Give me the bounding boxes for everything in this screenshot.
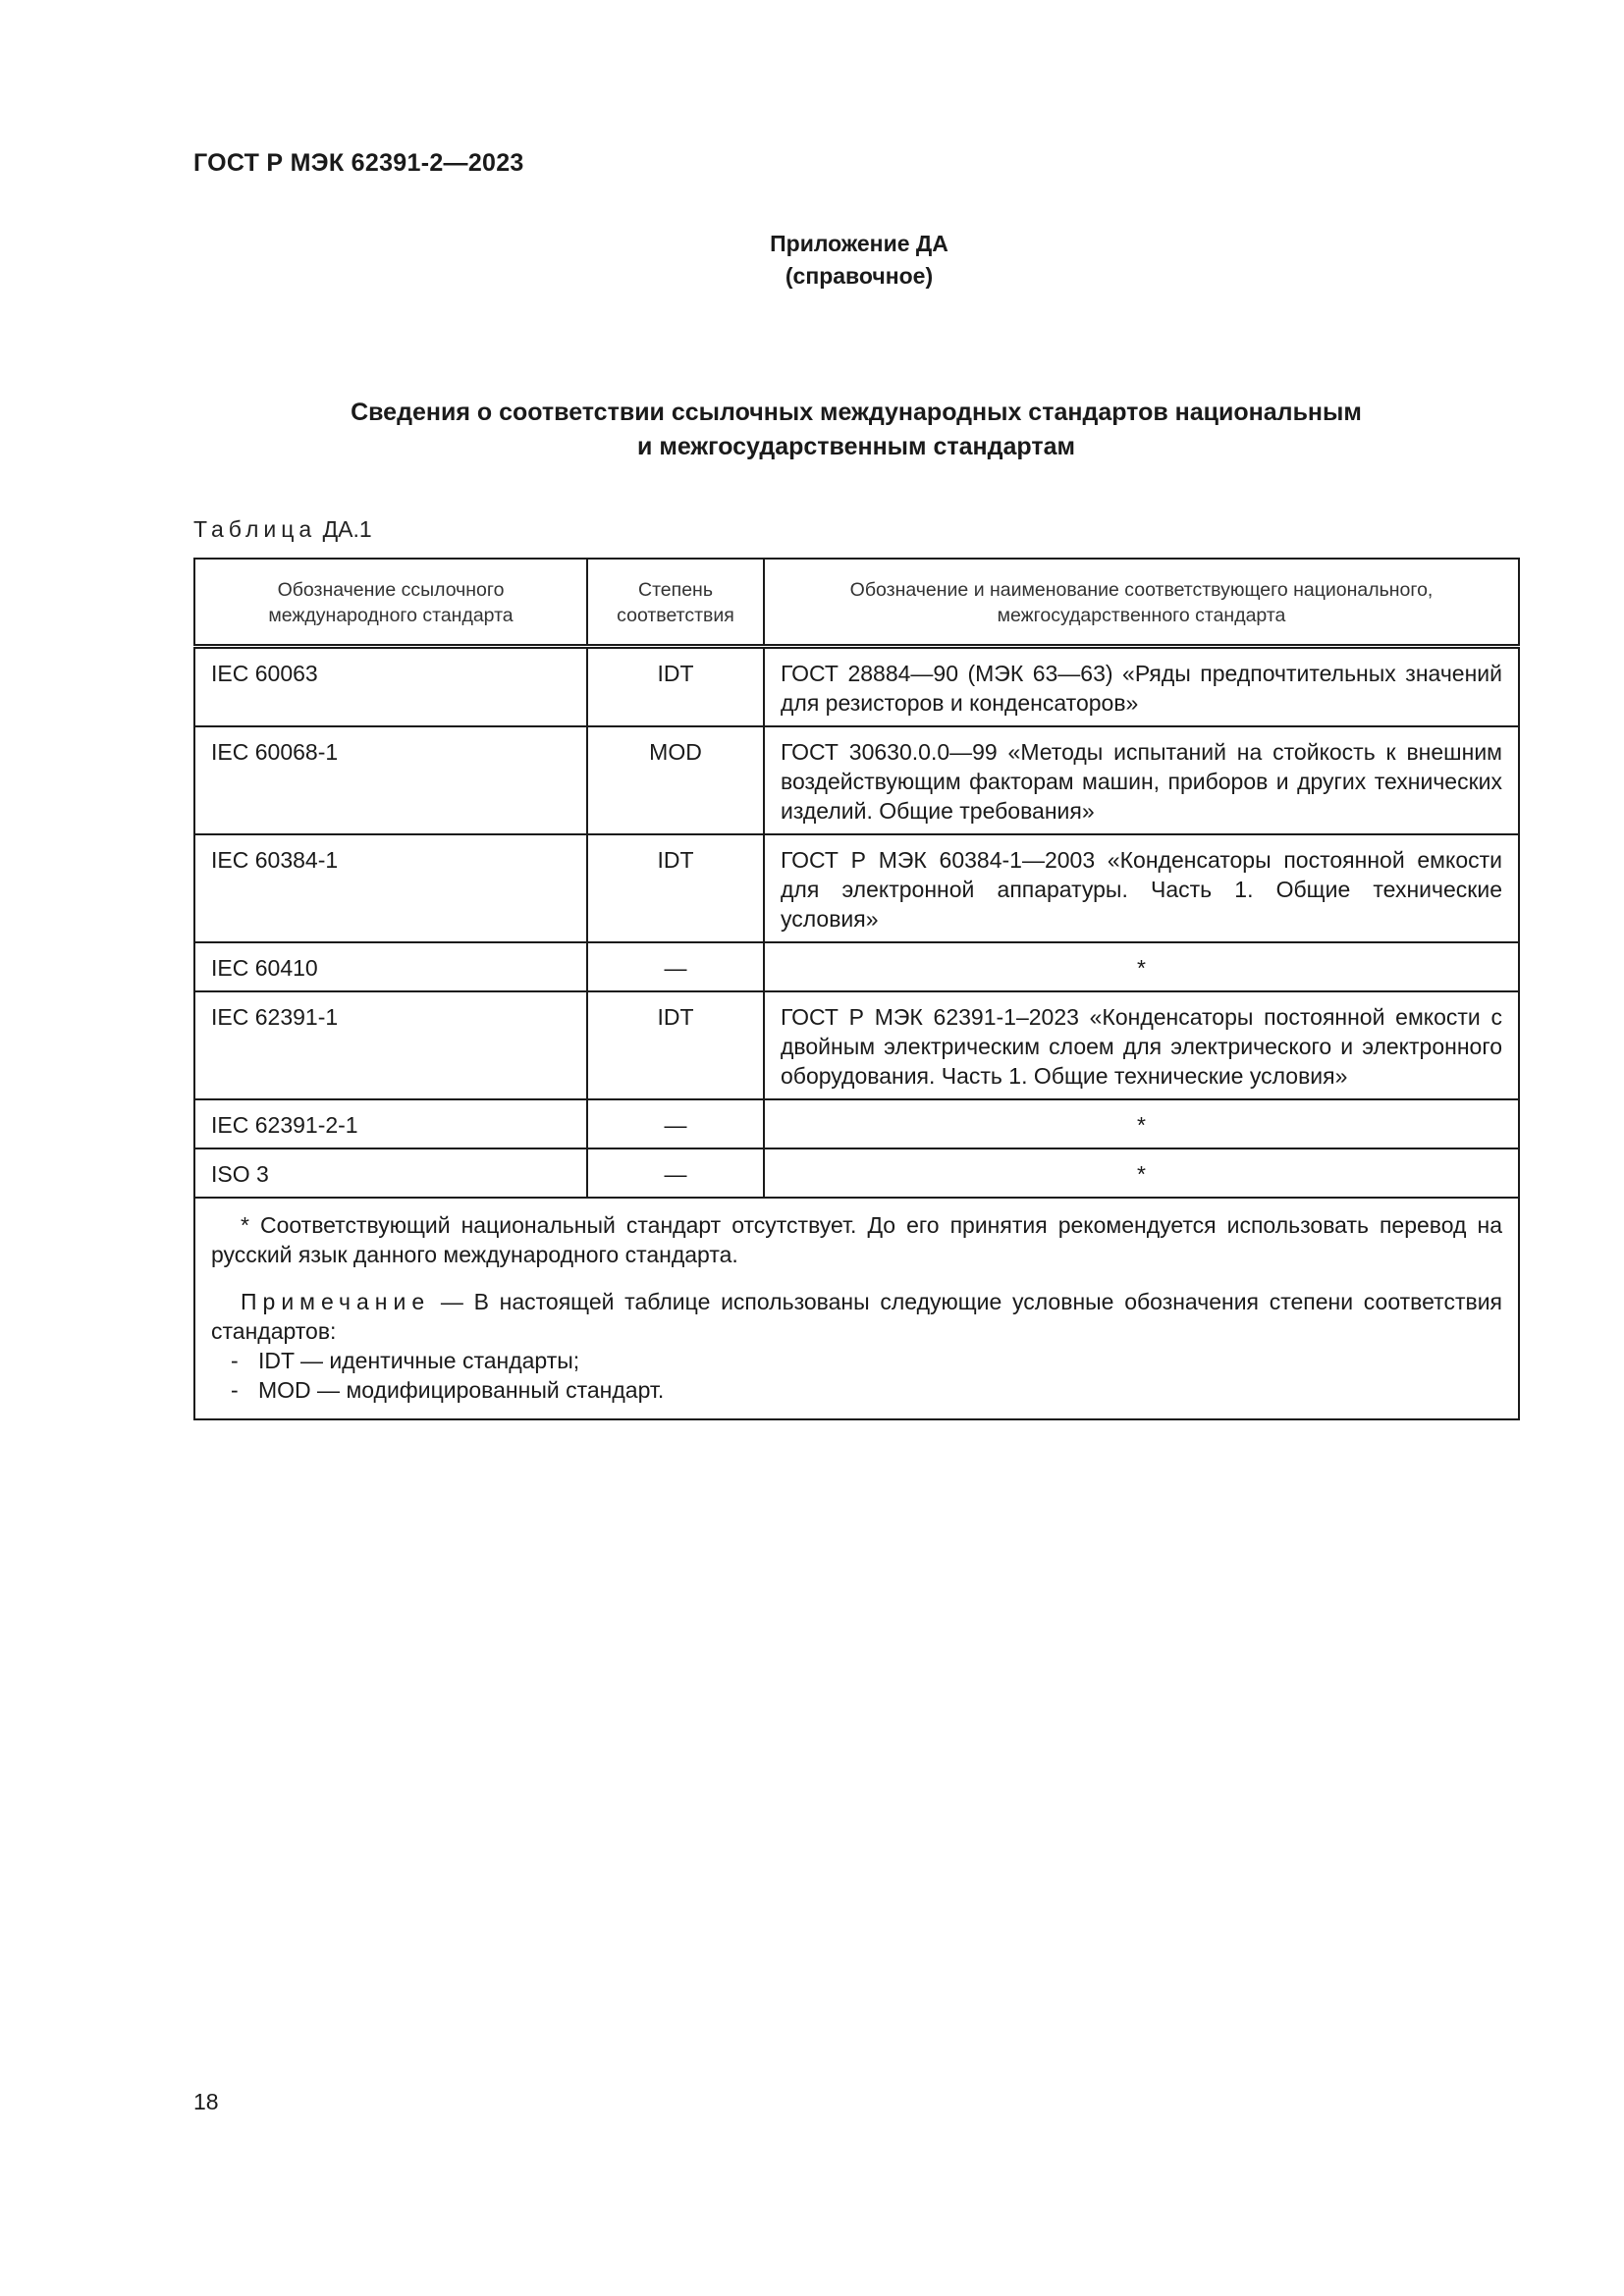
table-row (194, 1148, 1519, 1198)
column-header-national: Обозначение и наименование соответствующего национального, межгосударственного стандарта (849, 579, 1434, 626)
cell-international: IEC 62391-1 (194, 991, 587, 1099)
list-item (231, 1346, 1502, 1375)
footnote-text: * Соответствующий национальный стандарт отсутствует. До его принятия рекомендуется использовать перевод на русский язык данного международного стандарта. (211, 1212, 1502, 1267)
table-caption-word: Таблица (193, 516, 317, 542)
cell-degree: MOD (587, 726, 764, 834)
cell-national: ГОСТ Р МЭК 60384-1—2003 «Конденсаторы постоянной емкости для электронной аппаратуры. Часть 1. Общие технические условия» (764, 834, 1519, 942)
list-dash: - (231, 1348, 239, 1373)
legend-list (211, 1346, 1502, 1405)
cell-national: ГОСТ 28884—90 (МЭК 63—63) «Ряды предпочтительных значений для резисторов и конденсаторов» (764, 647, 1519, 727)
list-item (231, 1375, 1502, 1405)
column-header-international: Обозначение ссылочного международного стандарта (194, 559, 587, 647)
cell-national: ГОСТ Р МЭК 62391-1–2023 «Конденсаторы постоянной емкости с двойным электрическим слоем для электрического и электронного оборудования. Часть 1. Общие технические условия» (764, 991, 1519, 1099)
table-header-row (194, 559, 1519, 647)
section-title-line2: и межгосударственным стандартам (637, 433, 1075, 460)
column-header-degree: Степень соответствия (587, 559, 764, 647)
note-label: Примечание (241, 1289, 431, 1314)
cell-international: IEC 60068-1 (194, 726, 587, 834)
cell-national: ГОСТ 30630.0.0—99 «Методы испытаний на стойкость к внешним воздействующим факторам машин, приборов и других технических изделий. Общие требования» (764, 726, 1519, 834)
legend-text: MOD — модифицированный стандарт. (258, 1377, 665, 1403)
table-row (194, 991, 1519, 1099)
note-paragraph (211, 1287, 1502, 1346)
table-row (194, 942, 1519, 991)
cell-national: * (764, 1148, 1519, 1198)
note-text: — В настоящей таблице использованы следующие условные обозначения степени соответствия стандартов: (211, 1289, 1502, 1344)
appendix-title: Приложение ДА (770, 231, 948, 256)
table-caption (193, 516, 372, 543)
page-number: 18 (193, 2089, 219, 2114)
cell-international: ISO 3 (194, 1148, 587, 1198)
appendix-subtitle: (справочное) (785, 263, 934, 289)
cell-international: IEC 60410 (194, 942, 587, 991)
cell-degree: IDT (587, 991, 764, 1099)
cell-international: IEC 60063 (194, 647, 587, 727)
table-row (194, 1099, 1519, 1148)
cell-degree: — (587, 942, 764, 991)
table-row (194, 834, 1519, 942)
cell-international: IEC 60384-1 (194, 834, 587, 942)
cell-international: IEC 62391-2-1 (194, 1099, 587, 1148)
cell-degree: — (587, 1148, 764, 1198)
table-row (194, 647, 1519, 727)
cell-national: * (764, 942, 1519, 991)
table-footnote-cell (194, 1198, 1519, 1419)
standards-table (193, 558, 1520, 1420)
table-footnote-row (194, 1198, 1519, 1419)
cell-degree: — (587, 1099, 764, 1148)
cell-degree: IDT (587, 647, 764, 727)
cell-national: * (764, 1099, 1519, 1148)
table-row (194, 726, 1519, 834)
appendix-heading (0, 228, 1624, 293)
list-dash: - (231, 1377, 239, 1403)
section-title (193, 396, 1519, 464)
legend-text: IDT — идентичные стандарты; (258, 1348, 580, 1373)
cell-degree: IDT (587, 834, 764, 942)
section-title-line1: Сведения о соответствии ссылочных международных стандартов национальным (351, 399, 1362, 426)
table-caption-number: ДА.1 (322, 516, 372, 542)
document-code: ГОСТ Р МЭК 62391-2—2023 (193, 149, 524, 177)
